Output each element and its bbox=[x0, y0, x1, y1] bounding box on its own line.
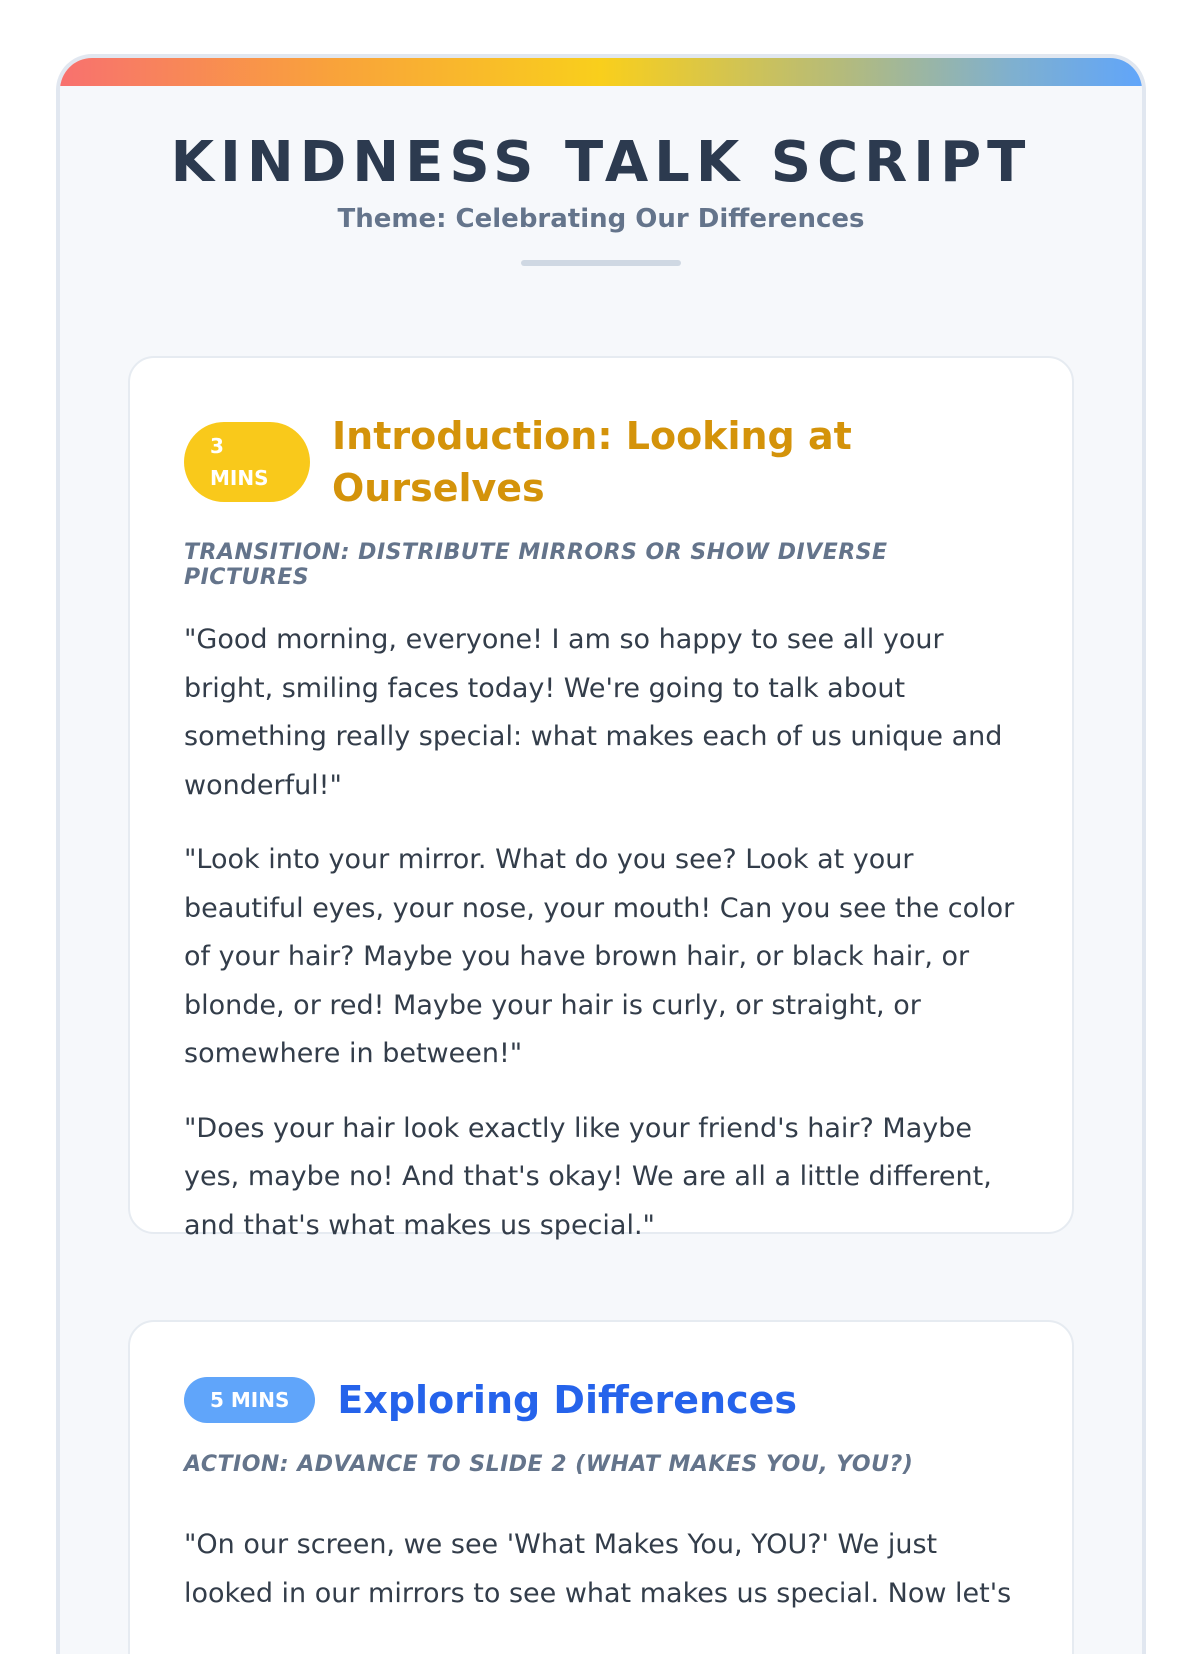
duration-badge: 5 MINS bbox=[184, 1377, 315, 1423]
section-title: Introduction: Looking at Ourselves bbox=[332, 414, 852, 510]
script-document bbox=[56, 54, 1146, 1654]
rainbow-top-bar bbox=[60, 58, 1142, 86]
document-header bbox=[60, 128, 1142, 266]
header-divider bbox=[521, 260, 681, 266]
stage-direction: TRANSITION: DISTRIBUTE MIRRORS OR SHOW DIVERSE PICTURES bbox=[184, 540, 888, 590]
script-paragraph: "Look into your mirror. What do you see? Look at your beautiful eyes, your nose, your mouth! Can you see the color of your hair? Maybe you have brown hair, or black hair, or blonde, or red! Maybe your hair is curly, or straight, or somewhere in between!" bbox=[184, 844, 1015, 1069]
section-title: Exploring Differences bbox=[337, 1378, 798, 1422]
script-paragraph: "Does your hair look exactly like your friend's hair? Maybe yes, maybe no! And that's okay! We are all a little different, and that's what makes us special." bbox=[184, 1112, 992, 1241]
page-title: KINDNESS TALK SCRIPT bbox=[170, 130, 1032, 195]
section-card-exploring-differences bbox=[128, 1320, 1074, 1654]
script-paragraph: "On our screen, we see 'What Makes You, YOU?' We just looked in our mirrors to see what makes us special. Now let's bbox=[184, 1529, 1012, 1609]
section-header bbox=[184, 410, 1018, 514]
section-header bbox=[184, 1374, 1018, 1426]
script-paragraph: "Good morning, everyone! I am so happy to see all your bright, smiling faces today! We're going to talk about something really special: what makes each of us unique and wonderful!" bbox=[184, 624, 1003, 801]
stage-direction: ACTION: ADVANCE TO SLIDE 2 (WHAT MAKES YOU, YOU?) bbox=[184, 1452, 914, 1477]
duration-badge: 3 MINS bbox=[184, 422, 310, 502]
page-subtitle: Theme: Celebrating Our Differences bbox=[337, 204, 865, 234]
section-card-introduction bbox=[128, 356, 1074, 1241]
